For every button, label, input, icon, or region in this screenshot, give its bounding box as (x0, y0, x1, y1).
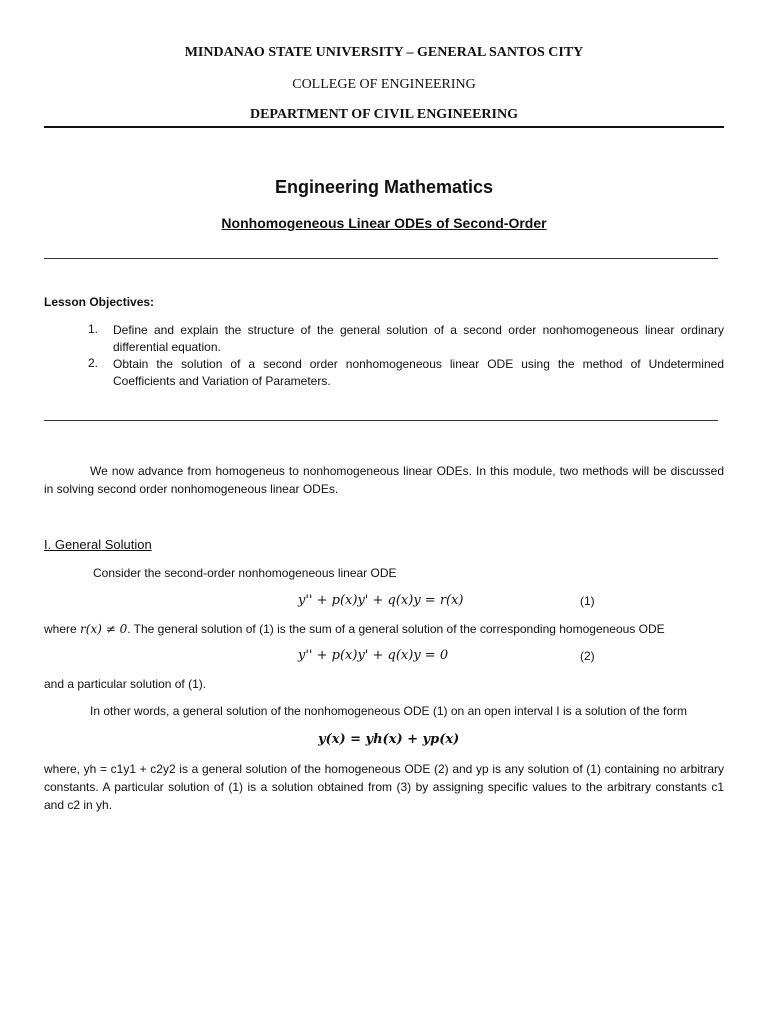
department-name: DEPARTMENT OF CIVIL ENGINEERING (249, 107, 518, 122)
separator-line-2 (44, 420, 718, 421)
equation-2-number: (2) (580, 649, 595, 663)
r-not-zero: r(x) ≠ 0 (80, 622, 128, 636)
document-title: Engineering Mathematics (274, 177, 494, 197)
university-name: MINDANAO STATE UNIVERSITY – GENERAL SANTOS CITY (184, 45, 584, 60)
where-sentence (44, 622, 734, 636)
particular-text: and a particular solution of (1). (44, 677, 207, 691)
separator-line-1 (44, 258, 718, 259)
objective-number: 2. (88, 356, 99, 370)
objective-number: 1. (88, 322, 99, 336)
objective-item (88, 356, 724, 390)
college-name: COLLEGE OF ENGINEERING (292, 77, 476, 92)
where-prefix: where (44, 622, 81, 636)
intro-paragraph: We now advance from homogeneus to nonhomogeneous linear ODEs. In this module, two methods will be discussed in solving second order nonhomogeneous linear ODEs. (44, 464, 724, 496)
equation-1-number: (1) (580, 594, 595, 608)
where-paragraph: where, yh = c1y1 + c2y2 is a general solution of the homogeneous ODE (2) and yp is any solution of (1) containing no arbitrary constants. A particular solution of (1) is a solution obtained from (3) by assigning specific values to the arbitrary constants c1 and c2 in yh. (44, 762, 724, 812)
objective-item (88, 322, 724, 356)
equation-3: y(x) = yh(x) + yp(x) (318, 732, 460, 747)
other-words-text: In other words, a general solution of the nonhomogeneous ODE (1) on an open interval I is a solution of the form (90, 704, 688, 718)
equation-1: y'' + p(x)y' + q(x)y = r(x) (298, 593, 464, 608)
equation-2: y'' + p(x)y' + q(x)y = 0 (298, 648, 449, 663)
header-rule (44, 126, 724, 128)
document-subtitle: Nonhomogeneous Linear ODEs of Second-Order (221, 215, 547, 231)
objective-text: Define and explain the structure of the general solution of a second order nonhomogeneous linear ordinary differential equation. (113, 323, 724, 354)
objective-text: Obtain the solution of a second order nonhomogeneous linear ODE using the method of Undetermined Coefficients and Variation of Parameters. (113, 357, 724, 388)
objectives-heading: Lesson Objectives: (44, 295, 155, 309)
where-text: . The general solution of (1) is the sum of a general solution of the corresponding homogeneous ODE (127, 622, 665, 636)
section-heading: I. General Solution (44, 537, 152, 552)
consider-text: Consider the second-order nonhomogeneous linear ODE (93, 566, 397, 580)
